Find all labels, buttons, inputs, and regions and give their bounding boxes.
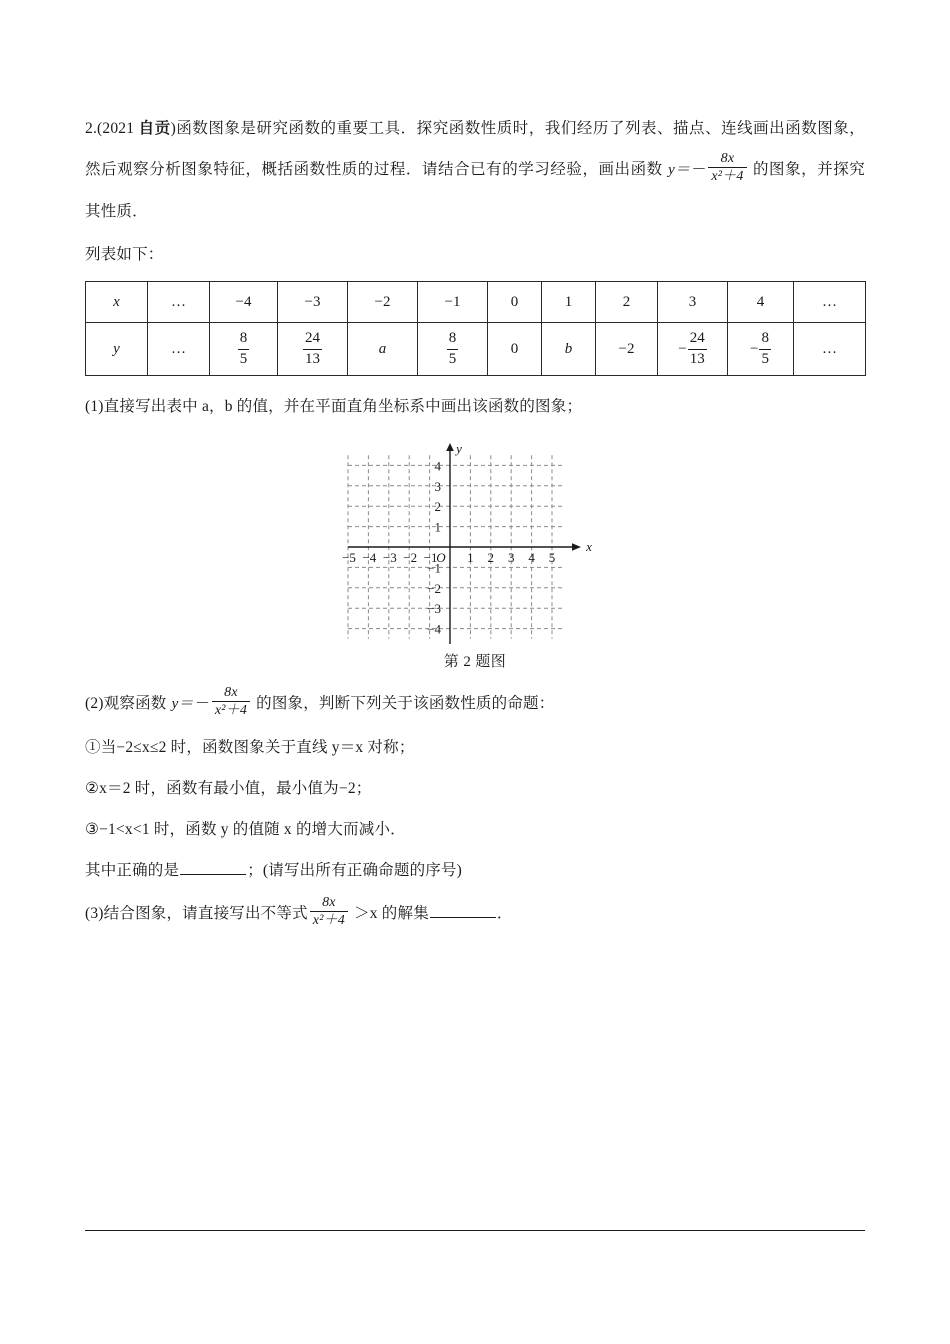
table-cell-x-6: 1 — [542, 282, 596, 323]
x-axis-arrow — [572, 543, 581, 551]
question-1: (1)直接写出表中 a，b 的值，并在平面直角坐标系中画出该函数的图象； — [85, 398, 583, 415]
table-cell-x-4: −1 — [418, 282, 488, 323]
coordinate-grid-svg — [340, 439, 610, 644]
x-tick-label-2: −3 — [382, 550, 397, 565]
table-header-y: y — [86, 323, 148, 376]
y-tick-label-6: −3 — [427, 601, 441, 617]
table-intro: 列表如下： — [85, 246, 164, 263]
question-2-fraction — [212, 685, 250, 719]
answer-prompt-suffix: ；(请写出所有正确命题的序号) — [247, 862, 463, 879]
x-tick-label-5: 1 — [467, 550, 474, 565]
axis-labels — [342, 441, 592, 637]
stem-fraction-denominator: x²＋4 — [711, 169, 744, 185]
x-tick-label-9: 5 — [548, 550, 556, 565]
value-table-wrap — [85, 281, 865, 376]
answer-blank-3[interactable] — [430, 903, 496, 918]
question-3-fraction-numerator: 8x — [310, 895, 348, 913]
question-3-fraction-denominator: x²＋4 — [312, 913, 345, 929]
source-prefix: (2021 — [97, 120, 139, 137]
x-tick-label-6: 2 — [487, 550, 495, 565]
answer-blank-2[interactable] — [180, 860, 246, 875]
x-tick-label-4: −1 — [423, 550, 438, 565]
answer-prompt-prefix: 其中正确的是 — [85, 862, 180, 879]
table-cell-y-0: … — [148, 323, 210, 376]
y-axis-label: y — [456, 441, 462, 456]
question-3-fraction — [310, 895, 348, 929]
table-cell-y-1: $\frac{8}{5}$ — [210, 323, 278, 376]
table-cell-y-7: −2 — [596, 323, 658, 376]
y-axis-arrow — [446, 443, 454, 451]
footer-rule — [85, 1230, 865, 1231]
table-cell-x-8: 3 — [658, 282, 728, 323]
question-3-lead: (3)结合图象，请直接写出不等式 — [85, 905, 308, 922]
table-cell-y-2: $\frac{24}{13}$ — [278, 323, 348, 376]
table-cell-x-7: 2 — [596, 282, 658, 323]
proposition-item-3: ③−1<x<1 时，函数 y 的值随 x 的增大而减小． — [85, 821, 406, 838]
y-tick-label-4: −1 — [427, 560, 441, 576]
table-cell-y-6: b — [542, 323, 596, 376]
stem-equation-lhs: y＝－ — [668, 162, 706, 178]
x-tick-label-7: 3 — [507, 550, 515, 565]
y-tick-label-3: 1 — [434, 519, 441, 535]
table-cell-y-10: … — [794, 323, 866, 376]
figure-caption: 第 2 题图 — [443, 654, 507, 670]
question-3-formula — [308, 891, 350, 937]
x-tick-label-8: 4 — [528, 550, 535, 565]
x-axis-label: x — [586, 539, 592, 554]
proposition-item-1: ①当−2≤x≤2 时，函数图象关于直线 y＝x 对称； — [85, 739, 415, 756]
problem-number: 2. — [85, 120, 98, 137]
table-cell-y-4: $\frac{8}{5}$ — [418, 323, 488, 376]
problem-stem — [85, 108, 865, 232]
value-table-body — [86, 282, 866, 376]
stem-formula — [667, 150, 748, 191]
question-2-formula — [171, 681, 252, 727]
source-suffix: ) — [170, 120, 177, 137]
table-cell-y-3: a — [348, 323, 418, 376]
question-2-answer-line — [85, 850, 865, 891]
table-cell-x-3: −2 — [348, 282, 418, 323]
table-cell-x-1: −4 — [210, 282, 278, 323]
stem-fraction — [708, 151, 746, 185]
question-2-equation-lhs: y＝－ — [171, 696, 209, 712]
table-cell-x-5: 0 — [488, 282, 542, 323]
question-2-lead-a: (2)观察函数 — [85, 695, 171, 712]
y-tick-label-2: 2 — [434, 499, 441, 515]
table-cell-x-10: … — [794, 282, 866, 323]
table-cell-x-9: 4 — [728, 282, 794, 323]
question-3-mid: ＞x 的解集 — [350, 905, 429, 922]
question-2-fraction-denominator: x²＋4 — [214, 703, 248, 719]
table-cell-y-8: − $\frac{24}{13}$ — [658, 323, 728, 376]
x-tick-label-3: −2 — [403, 550, 418, 565]
table-row-y — [86, 323, 866, 376]
y-tick-label-5: −2 — [427, 580, 441, 596]
source-city: 自贡 — [138, 120, 171, 137]
x-tick-label-0: −5 — [342, 550, 356, 565]
table-cell-y-9: − $\frac{8}{5}$ — [728, 323, 794, 376]
page-content — [85, 108, 865, 937]
table-header-x: x — [86, 282, 148, 323]
coordinate-figure — [85, 439, 865, 671]
stem-text-part1: 函数图象是研究函数的重要工具．探究函数性质时，我们经历了列表、描点、连线画出函数图象，然后观察分析图象特征，概括函数性质的过程．请结合已有的学习经验，画出函数 — [85, 120, 865, 178]
table-cell-x-2: −3 — [278, 282, 348, 323]
question-3 — [85, 891, 865, 937]
y-tick-label-0: 4 — [434, 458, 441, 474]
question-2-lead-b: 的图象，判断下列关于该函数性质的命题： — [252, 695, 555, 712]
stem-fraction-numerator: 8x — [708, 151, 746, 169]
table-row-x — [86, 282, 866, 323]
x-tick-label-1: −4 — [362, 550, 377, 565]
question-3-tail: ． — [496, 905, 513, 922]
stem-text-part2: 的图象，并探究其性质． — [85, 161, 865, 220]
proposition-item-2: ②x＝2 时，函数有最小值，最小值为−2； — [85, 780, 372, 797]
table-cell-y-5: 0 — [488, 323, 542, 376]
value-table — [85, 281, 866, 376]
question-2-lead — [85, 681, 865, 727]
origin-label: O — [436, 550, 446, 565]
y-tick-label-7: −4 — [427, 621, 441, 637]
y-tick-label-1: 3 — [434, 478, 441, 494]
table-cell-x-0: … — [148, 282, 210, 323]
question-2-fraction-numerator: 8x — [212, 685, 250, 703]
